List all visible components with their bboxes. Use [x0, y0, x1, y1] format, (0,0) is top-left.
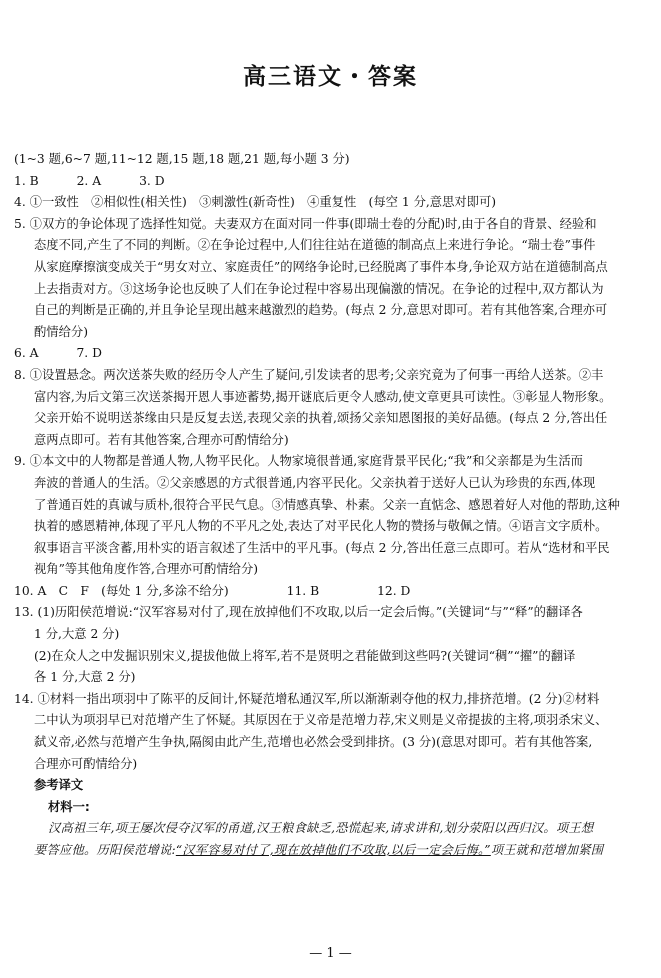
answer-5-line: 从家庭摩擦演变成关于“男女对立、家庭责任”的网络争论时,已经脱离了事件本身,争论双方站在道德制高点 [34, 259, 608, 274]
answer-1: 1. B [14, 173, 39, 188]
translation-line [14, 840, 648, 862]
answer-5-line: 态度不同,产生了不同的判断。②在争论过程中,人们往往站在道德的制高点上来进行争论。“瑞士卷”事件 [34, 238, 596, 253]
page-number: — 1 — [309, 946, 352, 961]
answer-13-line: 各 1 分,大意 2 分) [34, 670, 136, 685]
answer-content [14, 149, 648, 862]
answer-14-line: 14. ①材料一指出项羽中了陈平的反间计,怀疑范增私通汉军,所以渐渐剥夺他的权力,排挤范增。(2 分)②材料 [14, 691, 600, 706]
answer-9-line: 执着的感恩精神,体现了平凡人物的不平凡之处,表达了对平民化人物的赞扬与敬佩之情。④语言文字质朴。 [34, 519, 608, 534]
translation-text: 要答应他。历阳侯范增说: [34, 843, 176, 857]
answers-10-12 [14, 581, 648, 603]
answer-8-line: 8. ①设置悬念。两次送茶失败的经历令人产生了疑问,引发读者的思考;父亲究竟为了何事一再给人送茶。②丰 [14, 367, 604, 382]
translation-underlined-quote: “汉军容易对付了,现在放掉他们不攻取,以后一定会后悔。” [175, 843, 491, 857]
answer-2: 2. A [76, 173, 102, 188]
translation-line: 汉高祖三年,项王屡次侵夺汉军的甬道,汉王粮食缺乏,恐慌起来,请求讲和,划分荥阳以西归汉。项王想 [48, 821, 594, 836]
answer-5-line: 5. ①双方的争论体现了选择性知觉。夫妻双方在面对同一件事(即瑞士卷的分配)时,由于各自的背景、经验和 [14, 216, 597, 231]
answer-14-line: 二中认为项羽早已对范增产生了怀疑。其原因在于义帝是范增力荐,宋义则是义帝提拔的主将,项羽杀宋义、 [34, 713, 608, 728]
answer-8-line: 富内容,为后文第三次送茶揭开恩人事迹蓄势,揭开谜底后更令人感动,使文章更具可读性。③彰显人物形象。 [34, 389, 612, 404]
answer-8-line: 意两点即可。若有其他答案,合理亦可酌情给分) [34, 432, 289, 447]
page-title: 高三语文・答案 [243, 64, 418, 90]
translation-text: 项王就和范增加紧围 [490, 843, 604, 857]
answer-13-line: 13. (1)历阳侯范增说:“汉军容易对付了,现在放掉他们不攻取,以后一定会后悔。”(关键词“与”“释”的翻译各 [14, 605, 583, 620]
answer-8-line: 父亲开始不说明送茶缘由只是反复去送,表现父亲的执着,颂扬父亲知恩图报的美好品德。(每点 2 分,答出任 [34, 411, 608, 426]
answer-9-line: 叙事语言平淡含蓄,用朴实的语言叙述了生活中的平凡事。(每点 2 分,答出任意三点即可。若从“选材和平民 [34, 540, 610, 555]
answer-14-line: 合理亦可酌情给分) [34, 756, 138, 771]
material-one-heading: 材料一: [48, 799, 90, 814]
answer-11: 11. B [286, 583, 320, 598]
answer-6: 6. A [14, 346, 39, 361]
answer-5-line: 酌情给分) [34, 324, 88, 339]
answer-7: 7. D [76, 346, 102, 361]
answer-5-line: 上去指责对方。③这场争论也反映了人们在争论过程中容易出现偏激的情况。在争论的过程中,双方都认为 [34, 281, 604, 296]
answer-13-line: 1 分,大意 2 分) [34, 627, 120, 642]
answer-3: 3. D [139, 173, 165, 188]
scoring-note: (1~3 题,6~7 题,11~12 题,15 题,18 题,21 题,每小题 3 分) [14, 152, 350, 166]
answers-1-3 [14, 171, 648, 193]
answer-4: 4. ①一致性 ②相似性(相关性) ③刺激性(新奇性) ④重复性 (每空 1 分,意思对即可) [14, 195, 497, 210]
answer-9-line: 9. ①本文中的人物都是普通人物,人物平民化。人物家境很普通,家庭背景平民化;“我”和父亲都是为生活而 [14, 454, 583, 469]
answer-14-line: 弑义帝,必然与范增产生争执,隔阂由此产生,范增也必然会受到排挤。(3 分)(意思对即可。若有其他答案, [34, 735, 593, 750]
answer-9-line: 视角”等其他角度作答,合理亦可酌情给分) [34, 562, 259, 577]
answer-10: 10. A C F (每处 1 分,多涂不给分) [14, 583, 229, 598]
answer-13-line: (2)在众人之中发掘识别宋义,提拔他做上将军,若不是贤明之君能做到这些吗?(关键词“稠”“擢”的翻译 [34, 648, 576, 663]
answers-6-7 [14, 343, 648, 365]
answer-12: 12. D [377, 583, 411, 598]
answer-9-line: 了普通百姓的真诚与质朴,很符合平民气息。③情感真挚、朴素。父亲一直惦念、感恩着好人对他的帮助,这种 [34, 497, 620, 512]
answer-5-line: 自己的判断是正确的,并且争论呈现出越来越激烈的趋势。(每点 2 分,意思对即可。若有其他答案,合理亦可 [34, 303, 608, 318]
answer-9-line: 奔波的普通人的生活。②父亲感恩的方式很普通,内容平民化。父亲执着于送好人已认为珍贵的东西,体现 [34, 475, 596, 490]
reference-translation-heading: 参考译文 [34, 778, 84, 793]
